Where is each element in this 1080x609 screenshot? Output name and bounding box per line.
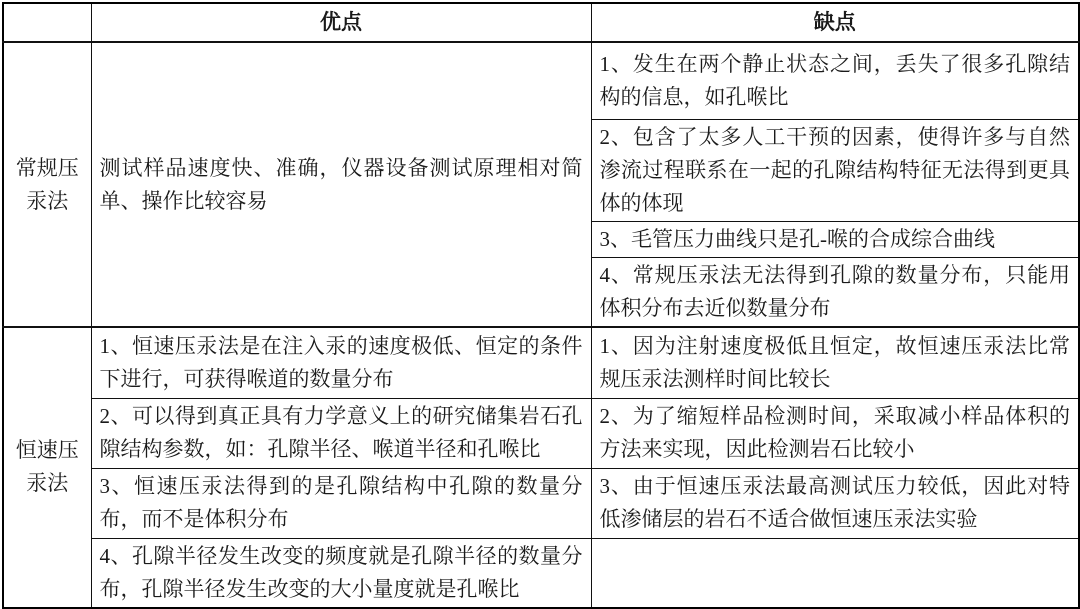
disadvantage-cell: 1、发生在两个静止状态之间，丢失了很多孔隙结构的信息，如孔喉比 (591, 42, 1079, 119)
comparison-table (2, 2, 1080, 609)
table-row (3, 398, 1079, 468)
method-label-conventional: 常规压汞法 (3, 42, 91, 327)
disadvantage-cell: 3、毛管压力曲线只是孔-喉的合成综合曲线 (591, 221, 1079, 257)
advantage-cell: 2、可以得到真正具有力学意义上的研究储集岩石孔隙结构参数，如：孔隙半径、喉道半径和孔喉比 (91, 398, 591, 468)
table-row (3, 327, 1079, 398)
advantage-cell: 3、恒速压汞法得到的是孔隙结构中孔隙的数量分布，而不是体积分布 (91, 468, 591, 538)
table-row (3, 42, 1079, 119)
disadvantage-cell-empty (591, 538, 1079, 608)
table-row (3, 538, 1079, 608)
method-label-constant-rate: 恒速压汞法 (3, 327, 91, 608)
disadvantage-cell: 1、因为注射速度极低且恒定，故恒速压汞法比常规压汞法测样时间比较长 (591, 327, 1079, 398)
header-row (3, 3, 1079, 42)
header-advantages: 优点 (91, 3, 591, 42)
disadvantage-cell: 2、包含了太多人工干预的因素，使得许多与自然渗流过程联系在一起的孔隙结构特征无法得到更具体的体现 (591, 119, 1079, 221)
advantage-cell: 1、恒速压汞法是在注入汞的速度极低、恒定的条件下进行，可获得喉道的数量分布 (91, 327, 591, 398)
header-disadvantages: 缺点 (591, 3, 1079, 42)
table-row (3, 468, 1079, 538)
advantage-cell-conventional: 测试样品速度快、准确，仪器设备测试原理相对简单、操作比较容易 (91, 42, 591, 327)
disadvantage-cell: 2、为了缩短样品检测时间，采取减小样品体积的方法来实现，因此检测岩石比较小 (591, 398, 1079, 468)
disadvantage-cell: 4、常规压汞法无法得到孔隙的数量分布，只能用体积分布去近似数量分布 (591, 257, 1079, 327)
document-page (0, 2, 1080, 606)
advantage-cell: 4、孔隙半径发生改变的频度就是孔隙半径的数量分布，孔隙半径发生改变的大小量度就是孔喉比 (91, 538, 591, 608)
header-method-empty (3, 3, 91, 42)
disadvantage-cell: 3、由于恒速压汞法最高测试压力较低，因此对特低渗储层的岩石不适合做恒速压汞法实验 (591, 468, 1079, 538)
